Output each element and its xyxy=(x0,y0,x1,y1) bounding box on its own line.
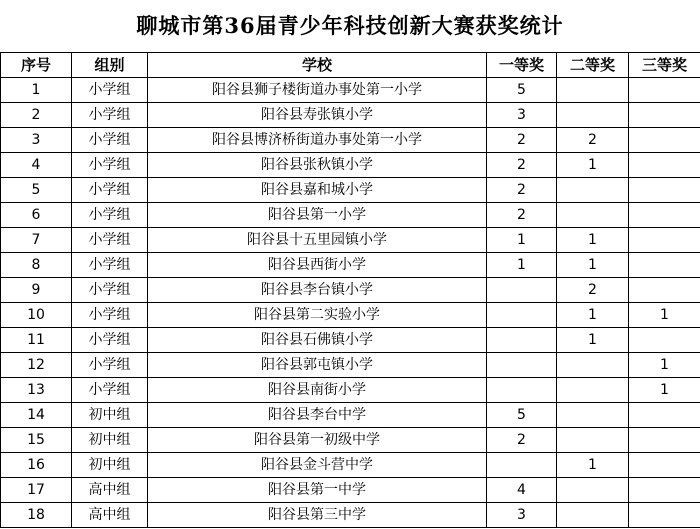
header-group: 组别 xyxy=(72,53,148,78)
table-row xyxy=(1,78,700,103)
table-row xyxy=(1,378,700,403)
cell-school: 阳谷县第三中学 xyxy=(148,503,487,528)
cell-third-prize xyxy=(629,253,700,278)
cell-third-prize xyxy=(629,503,700,528)
cell-first-prize: 3 xyxy=(487,503,557,528)
cell-third-prize xyxy=(629,278,700,303)
cell-seq: 9 xyxy=(1,278,72,303)
header-seq: 序号 xyxy=(1,53,72,78)
cell-seq: 13 xyxy=(1,378,72,403)
cell-seq: 6 xyxy=(1,203,72,228)
cell-group: 小学组 xyxy=(72,78,148,103)
cell-first-prize: 4 xyxy=(487,478,557,503)
cell-second-prize: 1 xyxy=(557,253,629,278)
cell-first-prize: 2 xyxy=(487,128,557,153)
cell-school: 阳谷县第一初级中学 xyxy=(148,428,487,453)
cell-group: 小学组 xyxy=(72,278,148,303)
cell-first-prize: 2 xyxy=(487,178,557,203)
cell-group: 小学组 xyxy=(72,178,148,203)
cell-third-prize xyxy=(629,153,700,178)
table-row xyxy=(1,428,700,453)
cell-school: 阳谷县张秋镇小学 xyxy=(148,153,487,178)
cell-second-prize xyxy=(557,428,629,453)
cell-school: 阳谷县第一小学 xyxy=(148,203,487,228)
cell-school: 阳谷县郭屯镇小学 xyxy=(148,353,487,378)
cell-group: 小学组 xyxy=(72,103,148,128)
cell-group: 小学组 xyxy=(72,378,148,403)
cell-second-prize xyxy=(557,478,629,503)
cell-school: 阳谷县李台中学 xyxy=(148,403,487,428)
cell-seq: 12 xyxy=(1,353,72,378)
cell-seq: 11 xyxy=(1,328,72,353)
cell-first-prize: 5 xyxy=(487,78,557,103)
cell-first-prize: 2 xyxy=(487,428,557,453)
cell-school: 阳谷县李台镇小学 xyxy=(148,278,487,303)
cell-seq: 2 xyxy=(1,103,72,128)
table-row xyxy=(1,453,700,478)
cell-school: 阳谷县嘉和城小学 xyxy=(148,178,487,203)
cell-first-prize xyxy=(487,328,557,353)
table-row xyxy=(1,328,700,353)
cell-school: 阳谷县石佛镇小学 xyxy=(148,328,487,353)
cell-third-prize xyxy=(629,453,700,478)
cell-school: 阳谷县第二实验小学 xyxy=(148,303,487,328)
cell-third-prize: 1 xyxy=(629,353,700,378)
cell-first-prize: 1 xyxy=(487,228,557,253)
cell-second-prize: 1 xyxy=(557,228,629,253)
cell-group: 初中组 xyxy=(72,428,148,453)
table-row xyxy=(1,228,700,253)
table-row xyxy=(1,203,700,228)
cell-group: 小学组 xyxy=(72,228,148,253)
cell-third-prize: 1 xyxy=(629,303,700,328)
cell-school: 阳谷县十五里园镇小学 xyxy=(148,228,487,253)
cell-second-prize: 2 xyxy=(557,128,629,153)
cell-first-prize: 3 xyxy=(487,103,557,128)
table-row xyxy=(1,403,700,428)
cell-third-prize xyxy=(629,178,700,203)
cell-third-prize xyxy=(629,128,700,153)
page-title: 聊城市第36届青少年科技创新大赛获奖统计 xyxy=(136,13,564,38)
cell-seq: 8 xyxy=(1,253,72,278)
cell-seq: 18 xyxy=(1,503,72,528)
cell-group: 小学组 xyxy=(72,253,148,278)
cell-seq: 14 xyxy=(1,403,72,428)
table-header-row xyxy=(1,53,700,78)
cell-second-prize: 1 xyxy=(557,453,629,478)
cell-seq: 3 xyxy=(1,128,72,153)
table-row xyxy=(1,128,700,153)
cell-third-prize xyxy=(629,103,700,128)
cell-second-prize: 1 xyxy=(557,328,629,353)
cell-group: 初中组 xyxy=(72,403,148,428)
table-row xyxy=(1,103,700,128)
cell-third-prize xyxy=(629,478,700,503)
cell-first-prize: 2 xyxy=(487,203,557,228)
cell-group: 小学组 xyxy=(72,153,148,178)
table-row xyxy=(1,503,700,528)
cell-first-prize: 5 xyxy=(487,403,557,428)
cell-school: 阳谷县南街小学 xyxy=(148,378,487,403)
cell-group: 小学组 xyxy=(72,303,148,328)
cell-first-prize xyxy=(487,303,557,328)
cell-second-prize xyxy=(557,78,629,103)
cell-group: 小学组 xyxy=(72,128,148,153)
cell-group: 高中组 xyxy=(72,478,148,503)
header-second-prize: 二等奖 xyxy=(557,53,629,78)
table-row xyxy=(1,178,700,203)
cell-seq: 7 xyxy=(1,228,72,253)
cell-group: 高中组 xyxy=(72,503,148,528)
cell-seq: 15 xyxy=(1,428,72,453)
cell-third-prize xyxy=(629,328,700,353)
cell-school: 阳谷县西街小学 xyxy=(148,253,487,278)
table-row xyxy=(1,278,700,303)
cell-second-prize xyxy=(557,103,629,128)
cell-seq: 1 xyxy=(1,78,72,103)
cell-third-prize xyxy=(629,203,700,228)
cell-first-prize: 1 xyxy=(487,253,557,278)
cell-second-prize xyxy=(557,178,629,203)
cell-seq: 4 xyxy=(1,153,72,178)
cell-group: 小学组 xyxy=(72,203,148,228)
cell-first-prize xyxy=(487,278,557,303)
cell-seq: 10 xyxy=(1,303,72,328)
table-row xyxy=(1,153,700,178)
cell-group: 小学组 xyxy=(72,353,148,378)
cell-third-prize xyxy=(629,78,700,103)
header-third-prize: 三等奖 xyxy=(629,53,700,78)
cell-third-prize xyxy=(629,228,700,253)
header-school: 学校 xyxy=(148,53,487,78)
table-row xyxy=(1,478,700,503)
cell-group: 初中组 xyxy=(72,453,148,478)
cell-school: 阳谷县寿张镇小学 xyxy=(148,103,487,128)
cell-school: 阳谷县金斗营中学 xyxy=(148,453,487,478)
cell-second-prize xyxy=(557,353,629,378)
cell-second-prize: 1 xyxy=(557,303,629,328)
cell-second-prize xyxy=(557,403,629,428)
awards-table xyxy=(0,52,700,528)
cell-school: 阳谷县第一中学 xyxy=(148,478,487,503)
cell-seq: 5 xyxy=(1,178,72,203)
header-first-prize: 一等奖 xyxy=(487,53,557,78)
table-row xyxy=(1,353,700,378)
cell-second-prize: 2 xyxy=(557,278,629,303)
cell-second-prize xyxy=(557,503,629,528)
table-body xyxy=(1,78,700,528)
cell-third-prize xyxy=(629,403,700,428)
cell-group: 小学组 xyxy=(72,328,148,353)
cell-third-prize: 1 xyxy=(629,378,700,403)
cell-third-prize xyxy=(629,428,700,453)
table-row xyxy=(1,253,700,278)
cell-second-prize: 1 xyxy=(557,153,629,178)
cell-seq: 16 xyxy=(1,453,72,478)
cell-school: 阳谷县博济桥街道办事处第一小学 xyxy=(148,128,487,153)
cell-second-prize xyxy=(557,203,629,228)
cell-seq: 17 xyxy=(1,478,72,503)
cell-second-prize xyxy=(557,378,629,403)
table-row xyxy=(1,303,700,328)
cell-first-prize: 2 xyxy=(487,153,557,178)
cell-first-prize xyxy=(487,353,557,378)
cell-first-prize xyxy=(487,378,557,403)
cell-first-prize xyxy=(487,453,557,478)
cell-school: 阳谷县狮子楼街道办事处第一小学 xyxy=(148,78,487,103)
